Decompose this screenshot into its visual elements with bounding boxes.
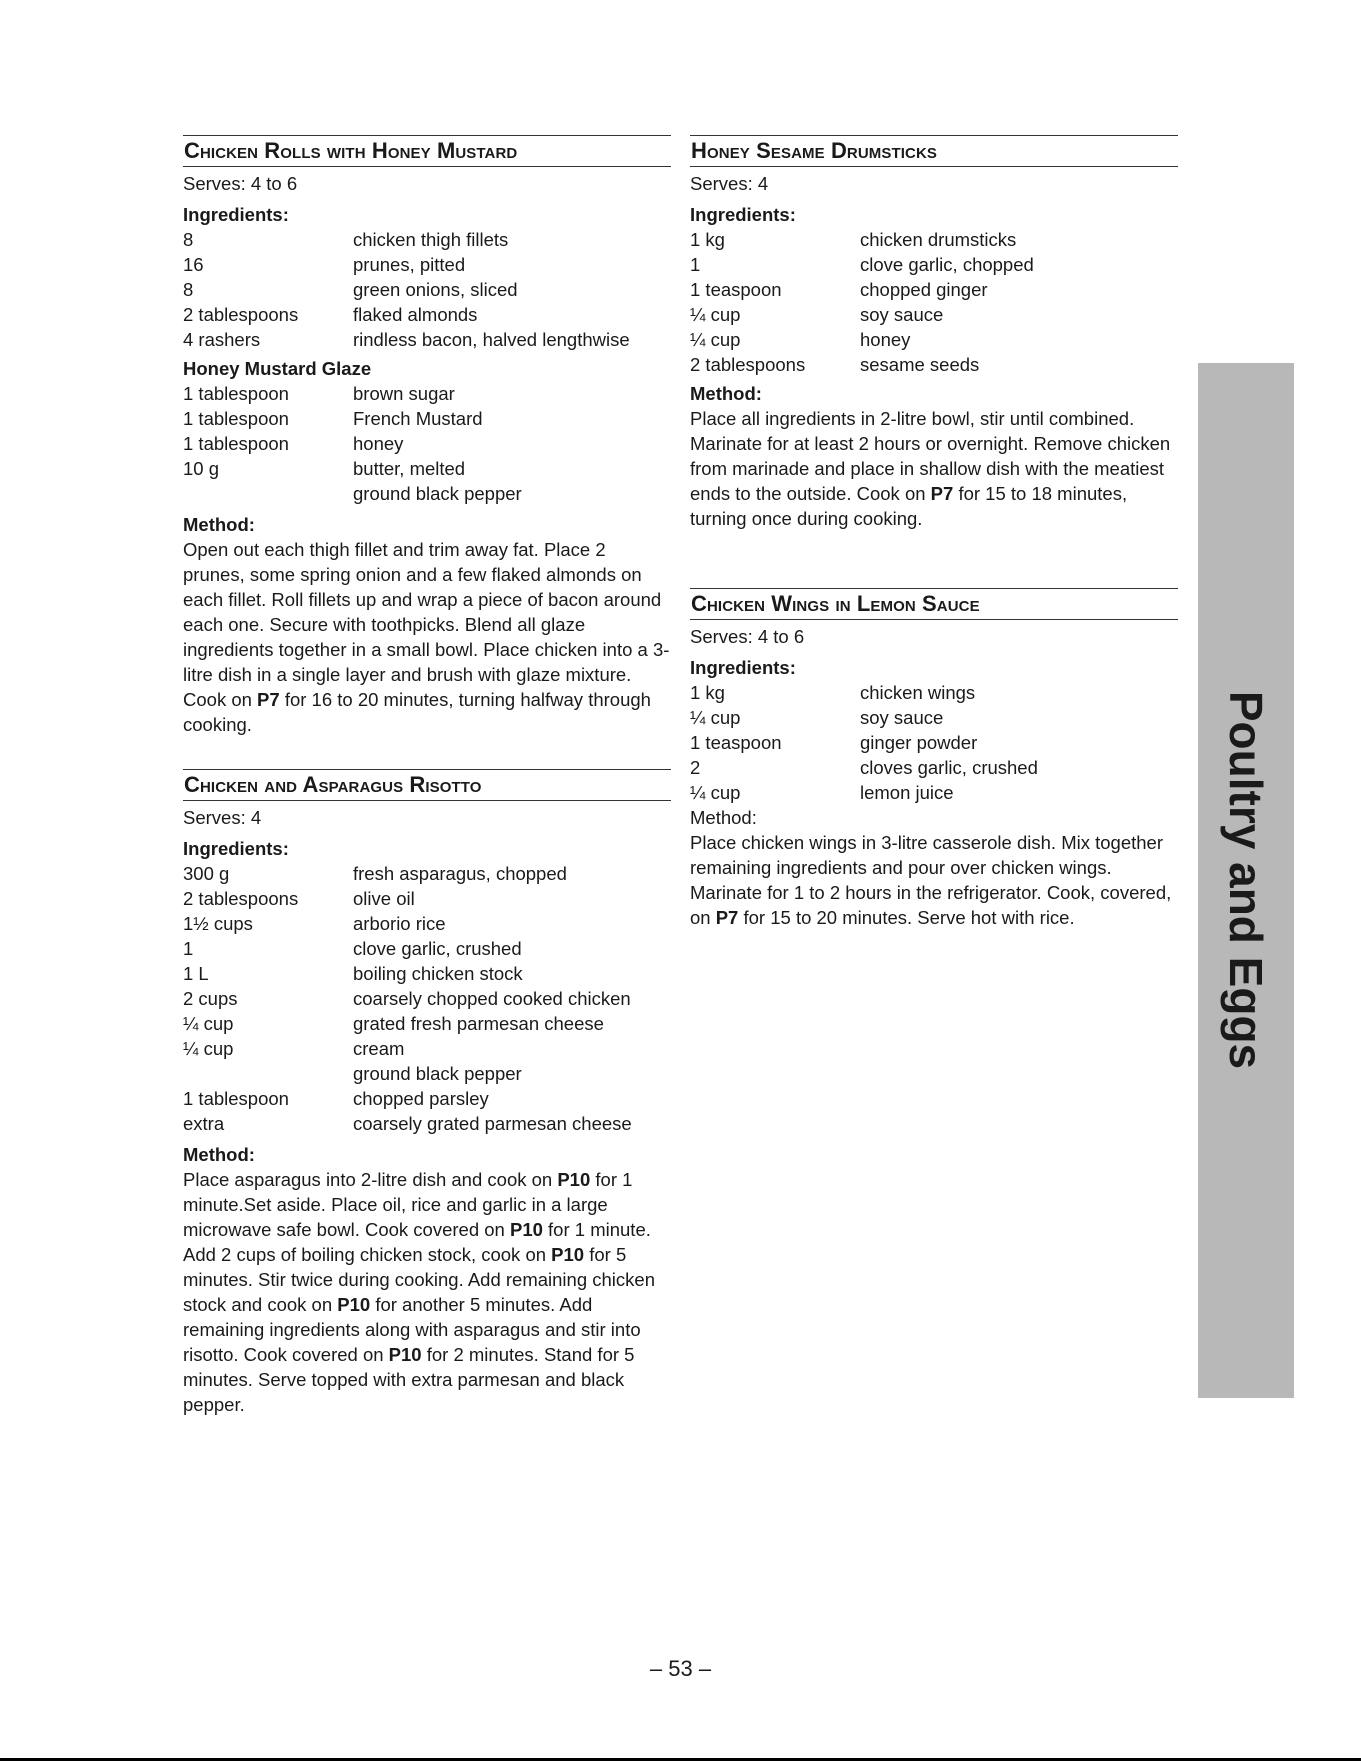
- ingredient-row: [690, 252, 1178, 277]
- method-heading: Method:: [183, 1144, 255, 1165]
- method-segment: for 5 minutes. Stir twice during cooking. Add remaining chicken stock and cook on: [183, 1244, 655, 1315]
- ingredients-heading: Ingredients:: [183, 204, 289, 225]
- ingredient-qty: [183, 481, 353, 506]
- ingredient-qty: 1 kg: [690, 229, 725, 250]
- ingredient-row: [690, 730, 1178, 755]
- ingredient-item: chopped ginger: [860, 279, 988, 300]
- ingredient-list: [690, 227, 1178, 377]
- ingredient-item: grated fresh parmesan cheese: [353, 1013, 604, 1034]
- ingredients-heading: Ingredients:: [183, 838, 289, 859]
- ingredient-item: coarsely grated parmesan cheese: [353, 1113, 632, 1134]
- ingredient-row: [183, 1036, 671, 1061]
- ingredient-row: [183, 1111, 671, 1136]
- page-number: – 53 –: [649, 1656, 712, 1681]
- ingredient-qty: 2 tablespoons: [690, 354, 806, 375]
- ingredient-item: chicken drumsticks: [860, 229, 1017, 250]
- recipe-honey-sesame-drumsticks: [690, 135, 1178, 531]
- method-text: [183, 537, 671, 737]
- ingredient-item: chicken wings: [860, 682, 976, 703]
- ingredient-item: prunes, pitted: [353, 254, 466, 275]
- ingredient-row: [183, 986, 671, 1011]
- ingredient-item: brown sugar: [353, 383, 455, 404]
- ingredient-qty: 300 g: [183, 863, 230, 884]
- power-level: P7: [930, 483, 954, 504]
- recipe-title: Chicken and Asparagus Risotto: [183, 769, 671, 801]
- ingredient-row: [183, 327, 671, 352]
- ingredient-qty: 1½ cups: [183, 913, 253, 934]
- ingredient-row: [183, 936, 671, 961]
- ingredient-row: [183, 227, 671, 252]
- ingredient-qty: ¼ cup: [183, 1013, 234, 1034]
- ingredient-item: ginger powder: [860, 732, 978, 753]
- ingredient-qty: 1 kg: [690, 682, 725, 703]
- ingredient-row: [690, 705, 1178, 730]
- ingredient-item: chicken thigh fillets: [353, 229, 509, 250]
- ingredient-row: [690, 680, 1178, 705]
- ingredient-qty: 8: [183, 279, 194, 300]
- ingredient-item: clove garlic, crushed: [353, 938, 522, 959]
- ingredient-row: [183, 252, 671, 277]
- ingredient-qty: 1 tablespoon: [183, 383, 289, 404]
- ingredient-item: green onions, sliced: [353, 279, 518, 300]
- ingredient-list: [183, 861, 671, 1136]
- ingredient-item: boiling chicken stock: [353, 963, 523, 984]
- ingredient-item: cream: [353, 1038, 405, 1059]
- ingredient-qty: extra: [183, 1113, 225, 1134]
- power-level: P10: [388, 1344, 422, 1365]
- ingredient-item: soy sauce: [860, 304, 944, 325]
- ingredient-qty: 2 tablespoons: [183, 888, 299, 909]
- ingredient-row: [183, 911, 671, 936]
- glaze-list: [183, 381, 671, 506]
- ingredients-heading: Ingredients:: [690, 204, 796, 225]
- ingredient-qty: 1 tablespoon: [183, 433, 289, 454]
- ingredient-item: clove garlic, chopped: [860, 254, 1034, 275]
- power-level: P10: [557, 1169, 591, 1190]
- serves-line: Serves: 4 to 6: [690, 626, 805, 647]
- ingredient-row: [183, 1011, 671, 1036]
- ingredient-row: [690, 327, 1178, 352]
- ingredient-row: [183, 861, 671, 886]
- ingredient-row: [183, 1086, 671, 1111]
- method-text: [183, 1167, 671, 1417]
- serves-line: Serves: 4: [183, 807, 262, 828]
- ingredient-row: [183, 481, 671, 506]
- ingredient-qty: 1: [183, 938, 194, 959]
- ingredient-item: lemon juice: [860, 782, 954, 803]
- power-level: P10: [551, 1244, 585, 1265]
- power-level: P10: [337, 1294, 371, 1315]
- ingredient-item: rindless bacon, halved lengthwise: [353, 329, 630, 350]
- ingredient-qty: 1: [690, 254, 701, 275]
- ingredient-item: soy sauce: [860, 707, 944, 728]
- ingredient-row: [183, 381, 671, 406]
- method-segment: for 16 to 20 minutes, turning halfway through cooking.: [183, 689, 651, 735]
- method-text: [690, 406, 1178, 531]
- ingredient-row: [690, 277, 1178, 302]
- method-segment: for 15 to 20 minutes. Serve hot with rice.: [738, 907, 1075, 928]
- recipe-title: Chicken Rolls with Honey Mustard: [183, 135, 671, 167]
- ingredient-item: ground black pepper: [353, 483, 522, 504]
- ingredient-qty: ¼ cup: [690, 304, 741, 325]
- ingredient-item: French Mustard: [353, 408, 483, 429]
- ingredient-row: [183, 431, 671, 456]
- ingredient-item: coarsely chopped cooked chicken: [353, 988, 631, 1009]
- recipe-chicken-rolls: [183, 135, 671, 737]
- ingredient-qty: 16: [183, 254, 204, 275]
- ingredient-item: olive oil: [353, 888, 415, 909]
- recipe-title: Chicken Wings in Lemon Sauce: [690, 588, 1178, 620]
- ingredient-qty: 8: [183, 229, 194, 250]
- power-level: P10: [509, 1219, 543, 1240]
- ingredient-qty: 1 tablespoon: [183, 408, 289, 429]
- ingredient-item: honey: [860, 329, 911, 350]
- ingredient-item: cloves garlic, crushed: [860, 757, 1038, 778]
- ingredient-qty: 4 rashers: [183, 329, 261, 350]
- ingredient-item: ground black pepper: [353, 1063, 522, 1084]
- ingredient-qty: 1 L: [183, 963, 209, 984]
- method-segment: for 15 to 18 minutes, turning once during cooking.: [690, 483, 1128, 529]
- ingredients-heading: Ingredients:: [690, 657, 796, 678]
- ingredient-qty: 10 g: [183, 458, 220, 479]
- ingredient-qty: ¼ cup: [183, 1038, 234, 1059]
- ingredient-list: [690, 680, 1178, 805]
- ingredient-row: [183, 886, 671, 911]
- ingredient-qty: 2 tablespoons: [183, 304, 299, 325]
- method-heading: Method:: [690, 807, 757, 828]
- ingredient-row: [183, 1061, 671, 1086]
- ingredient-row: [690, 755, 1178, 780]
- ingredient-list: [183, 227, 671, 352]
- ingredient-row: [183, 406, 671, 431]
- ingredient-qty: 2: [690, 757, 701, 778]
- serves-line: Serves: 4 to 6: [183, 173, 298, 194]
- left-column: [183, 135, 671, 1417]
- ingredient-item: sesame seeds: [860, 354, 980, 375]
- ingredient-row: [690, 302, 1178, 327]
- chapter-tab-label: Poultry and Eggs: [1220, 690, 1272, 1070]
- method-heading: Method:: [690, 383, 762, 404]
- ingredient-item: chopped parsley: [353, 1088, 489, 1109]
- right-column: [690, 135, 1178, 930]
- ingredient-qty: 1 teaspoon: [690, 279, 782, 300]
- recipe-chicken-wings-lemon-sauce: [690, 588, 1178, 930]
- method-segment: for 1 minute.Set aside. Place oil, rice and garlic in a large microwave safe bowl. Cook covered on: [183, 1169, 633, 1240]
- method-segment: Open out each thigh fillet and trim away fat. Place 2 prunes, some spring onion and a few flaked almonds on each fillet. Roll fillets up and wrap a piece of bacon around each one. Secure with toothpicks. Blend all glaze ingredients together in a small bowl. Place chicken into a 3-litre dish in a single layer and brush with glaze mixture. Cook on: [183, 539, 670, 710]
- chapter-side-tab: [1198, 363, 1294, 1398]
- power-level: P7: [257, 689, 280, 710]
- ingredient-row: [690, 780, 1178, 805]
- ingredient-row: [690, 227, 1178, 252]
- method-text: [690, 830, 1178, 930]
- ingredient-row: [183, 277, 671, 302]
- method-segment: for another 5 minutes. Add remaining ingredients along with asparagus and stir into risotto. Cook covered on: [183, 1294, 641, 1365]
- ingredient-item: butter, melted: [353, 458, 466, 479]
- ingredient-item: flaked almonds: [353, 304, 478, 325]
- method-segment: Place chicken wings in 3-litre casserole dish. Mix together remaining ingredients and pour over chicken wings. Marinate for 1 to 2 hours in the refrigerator. Cook, covered, on: [690, 832, 1172, 928]
- ingredient-row: [690, 352, 1178, 377]
- ingredient-qty: ¼ cup: [690, 329, 741, 350]
- method-segment: Place asparagus into 2-litre dish and cook on: [183, 1169, 558, 1190]
- ingredient-row: [183, 961, 671, 986]
- ingredient-qty: 1 tablespoon: [183, 1088, 289, 1109]
- ingredient-qty: 2 cups: [183, 988, 238, 1009]
- ingredient-row: [183, 456, 671, 481]
- method-segment: for 1 minute. Add 2 cups of boiling chicken stock, cook on: [183, 1219, 651, 1265]
- ingredient-qty: [183, 1061, 353, 1086]
- ingredient-row: [183, 302, 671, 327]
- ingredient-qty: ¼ cup: [690, 782, 741, 803]
- ingredient-item: arborio rice: [353, 913, 446, 934]
- recipe-chicken-asparagus-risotto: [183, 769, 671, 1417]
- method-heading: Method:: [183, 514, 255, 535]
- power-level: P7: [715, 907, 739, 928]
- ingredient-qty: 1 teaspoon: [690, 732, 782, 753]
- ingredient-item: fresh asparagus, chopped: [353, 863, 567, 884]
- glaze-heading: Honey Mustard Glaze: [183, 358, 372, 379]
- ingredient-item: honey: [353, 433, 404, 454]
- recipe-title: Honey Sesame Drumsticks: [690, 135, 1178, 167]
- method-segment: for 2 minutes. Stand for 5 minutes. Serve topped with extra parmesan and black pepper.: [183, 1344, 635, 1415]
- ingredient-qty: ¼ cup: [690, 707, 741, 728]
- serves-line: Serves: 4: [690, 173, 769, 194]
- method-segment: Place all ingredients in 2-litre bowl, stir until combined. Marinate for at least 2 hours or overnight. Remove chicken from marinade and place in shallow dish with the meatiest ends to the outside. Cook on: [690, 408, 1171, 504]
